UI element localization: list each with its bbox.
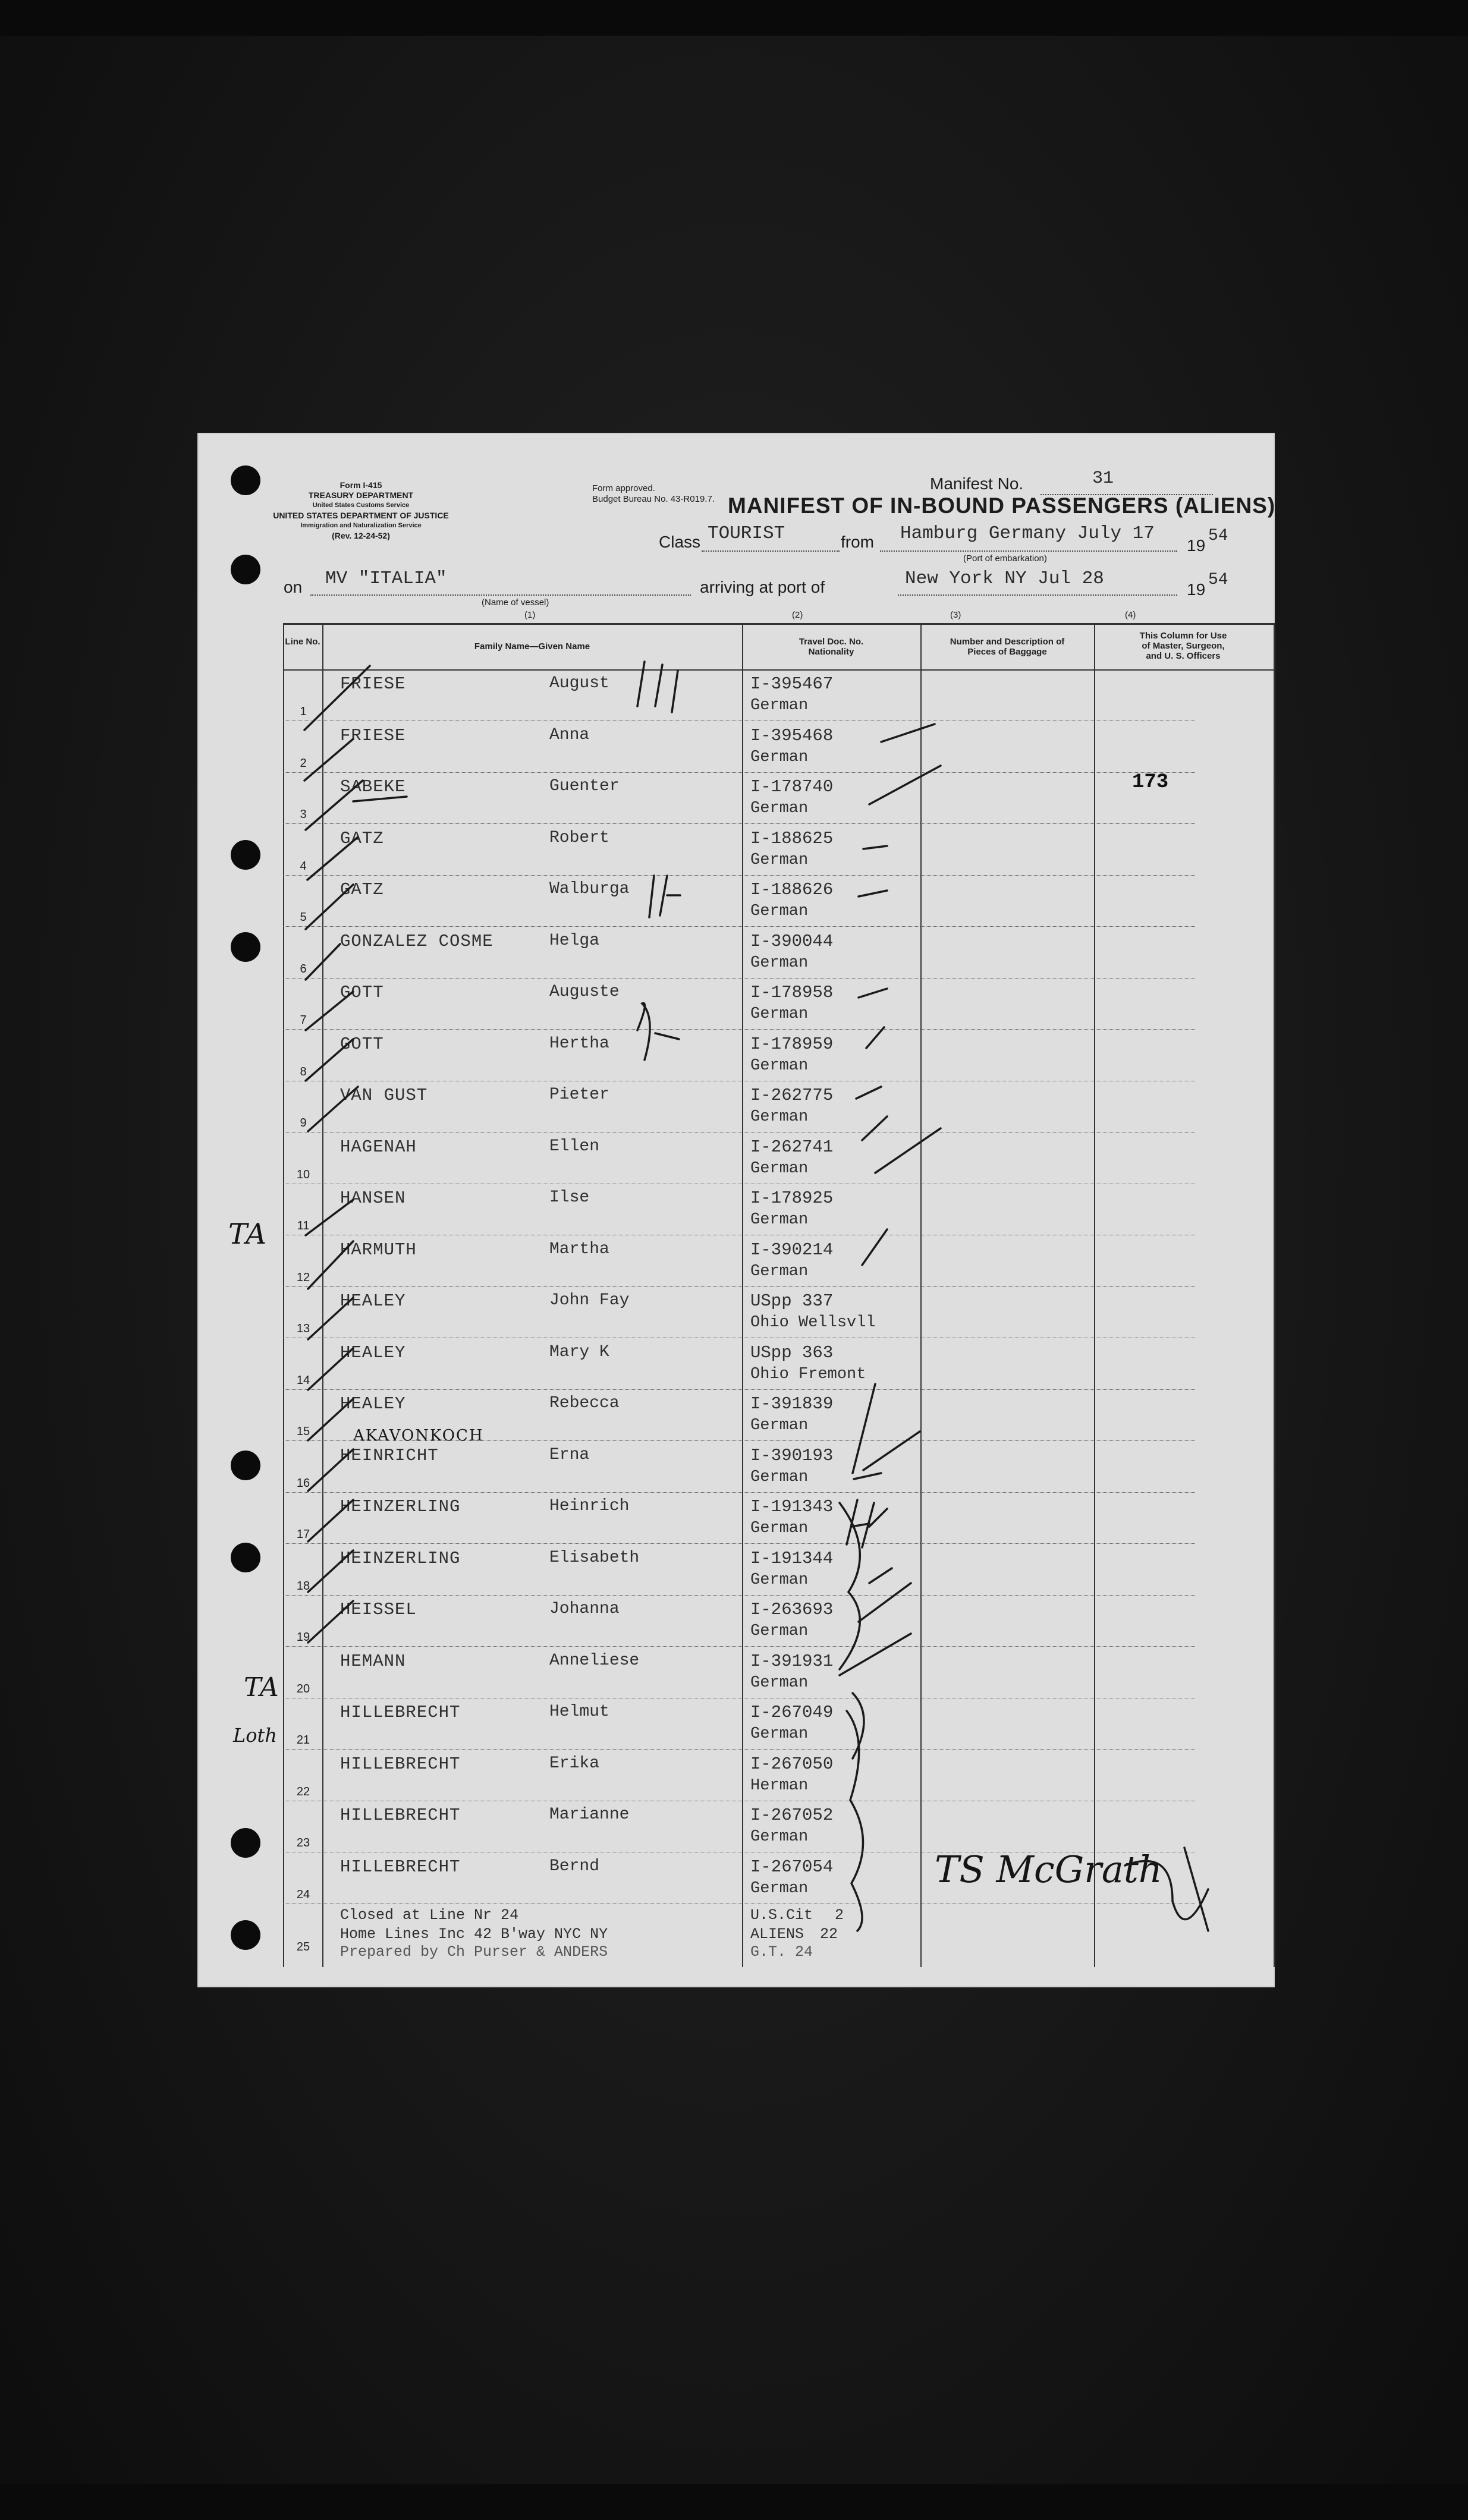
handwritten-ta-upper: TA [228,1217,267,1251]
given-name: Ellen [549,1137,600,1156]
line-number: 24 [296,1887,310,1901]
family-name: HAGENAH [340,1137,417,1157]
nationality: Ohio Fremont [750,1365,866,1383]
family-name: HANSEN [340,1188,406,1208]
header-officers-line3: and U. S. Officers [1146,651,1221,661]
family-name: HILLEBRECHT [340,1703,461,1722]
embarkation-value: Hamburg Germany July 17 [900,523,1155,544]
col-num-4: (4) [1125,610,1136,620]
form-approved: Form approved. [592,483,655,493]
embarkation-caption: (Port of embarkation) [963,553,1047,564]
officer-column-note: 173 [1132,771,1169,794]
given-name: Walburga [549,880,630,898]
nationality: German [750,1879,809,1898]
travel-doc-number: I-188625 [750,828,834,848]
line-number: 11 [297,1219,310,1232]
travel-doc-number: USpp 337 [750,1291,834,1311]
budget-bureau: Budget Bureau No. 43-R019.7. [592,494,715,504]
given-name: Johanna [549,1600,620,1618]
nationality: German [750,1056,809,1075]
given-name: Hertha [549,1034,609,1053]
family-name: HARMUTH [340,1239,417,1260]
officer-signature: TS McGrath [935,1848,1162,1891]
family-name: GATZ [340,880,384,899]
line-number: 23 [296,1836,310,1849]
travel-doc-number: I-395467 [750,674,834,694]
page-title: MANIFEST OF IN-BOUND PASSENGERS (ALIENS) [728,493,1276,518]
nationality: German [750,851,809,869]
line-number: 12 [296,1270,310,1284]
travel-doc-number: I-395468 [750,725,834,745]
vessel-name: MV "ITALIA" [325,568,447,589]
travel-doc-number: I-188626 [750,880,834,899]
travel-doc-number: I-391839 [750,1394,834,1414]
year-prefix-2: 19 [1187,580,1206,599]
family-name: GOTT [340,983,384,1002]
nationality: German [750,902,809,920]
header-baggage-line2: Pieces of Baggage [967,647,1047,657]
travel-doc-number: USpp 363 [750,1342,834,1363]
line-number: 14 [296,1373,310,1387]
header-officers-line1: This Column for Use [1139,631,1227,641]
header-travel-doc-label: Travel Doc. No. [799,637,864,647]
manifest-page [197,433,1275,1987]
handwritten-akavonkoch: AKAVONKOCH [353,1427,484,1445]
prepared-by: Prepared by Ch Purser & ANDERS [340,1943,608,1961]
line-number: 1 [300,705,307,718]
travel-doc-number: I-178740 [750,777,834,797]
col-num-3: (3) [950,610,961,620]
header-officers-line2: of Master, Surgeon, [1142,641,1225,651]
given-name: August [549,674,609,693]
vessel-caption: (Name of vessel) [482,597,549,608]
travel-doc-number: I-191344 [750,1548,834,1568]
given-name: Heinrich [549,1497,630,1515]
col-num-1: (1) [524,610,536,620]
col-num-2: (2) [792,610,803,620]
given-name: Erna [549,1445,590,1464]
given-name: Mary K [549,1342,609,1361]
customs-service: United States Customs Service [312,502,410,509]
travel-doc-number: I-390193 [750,1445,834,1465]
nationality: German [750,1519,809,1537]
travel-doc-number: I-390214 [750,1239,834,1260]
line-number: 21 [296,1734,310,1747]
handwritten-checkmarks [197,433,1275,1987]
nationality: German [750,1159,809,1178]
travel-doc-number: I-267052 [750,1805,834,1825]
manifest-no-value: 31 [1092,468,1114,489]
family-name: FRIESE [340,725,406,745]
line-number: 15 [296,1425,310,1438]
bottom-dark-band [0,2484,1468,2520]
grand-total: G.T. 24 [750,1943,813,1961]
line-number: 19 [296,1631,310,1644]
family-name: HEALEY [340,1342,406,1363]
header-baggage-line1: Number and Description of [950,637,1065,647]
line-number: 22 [296,1785,310,1798]
family-name: HILLEBRECHT [340,1857,461,1877]
manifest-no-label: Manifest No. [930,474,1024,493]
nationality: German [750,1622,809,1640]
family-name: HEALEY [340,1394,406,1414]
family-name: GOTT [340,1034,384,1054]
line-number: 16 [296,1476,310,1490]
nationality: German [750,954,809,972]
family-name: HILLEBRECHT [340,1754,461,1774]
line-number: 3 [300,808,307,821]
form-number: Form I-415 [340,480,382,490]
given-name: Pieter [549,1086,609,1104]
given-name: John Fay [549,1291,630,1310]
family-name: HEALEY [340,1291,406,1311]
given-name: Marianne [549,1805,630,1824]
travel-doc-number: I-263693 [750,1600,834,1619]
family-name: HEISSEL [340,1600,417,1619]
travel-doc-number: I-267050 [750,1754,834,1774]
justice-dept: UNITED STATES DEPARTMENT OF JUSTICE [273,511,449,520]
travel-doc-number: I-178959 [750,1034,834,1054]
given-name: Anneliese [549,1651,640,1670]
from-label: from [841,533,874,551]
line-number: 10 [296,1168,310,1181]
family-name: HILLEBRECHT [340,1805,461,1825]
year-value-1: 54 [1208,527,1228,545]
line-number: 13 [296,1322,310,1335]
given-name: Rebecca [549,1394,620,1412]
header-nationality-label: Nationality [808,647,854,657]
treasury-dept: TREASURY DEPARTMENT [308,490,414,500]
line-number: 5 [300,911,307,924]
us-citizens-count: 2 [835,1906,844,1924]
travel-doc-number: I-391931 [750,1651,834,1671]
travel-doc-number: I-178925 [750,1188,834,1208]
family-name: VAN GUST [340,1086,428,1105]
year-value-2: 54 [1208,571,1228,589]
nationality: Ohio Wellsvll [750,1314,876,1332]
family-name: SABEKE [340,777,406,797]
given-name: Guenter [549,777,620,795]
class-value: TOURIST [708,523,785,544]
line-number: 9 [300,1116,307,1130]
nationality: German [750,1211,809,1229]
nationality: German [750,1571,809,1589]
travel-doc-number: I-191343 [750,1497,834,1517]
given-name: Helmut [549,1703,609,1721]
line-number: 20 [296,1682,310,1695]
family-name: HEINRICHT [340,1445,439,1465]
nationality: German [750,1725,809,1743]
line-number: 17 [296,1528,310,1541]
given-name: Erika [549,1754,600,1773]
handwritten-ta-lower: TA [244,1672,279,1703]
given-name: Elisabeth [549,1548,640,1567]
family-name: HEMANN [340,1651,406,1671]
nationality: German [750,1005,809,1023]
travel-doc-number: I-262741 [750,1137,834,1157]
us-citizens-label: U.S.Cit [750,1906,813,1924]
nationality: German [750,1673,809,1692]
on-label: on [284,578,303,596]
line-number: 8 [300,1065,307,1078]
family-name: HEINZERLING [340,1548,461,1568]
arrival-value: New York NY Jul 28 [905,568,1104,589]
nationality: German [750,697,809,715]
given-name: Ilse [549,1188,590,1207]
handwritten-loth: Loth [233,1724,277,1747]
nationality: Herman [750,1776,809,1795]
travel-doc-number: I-267054 [750,1857,834,1877]
nationality: German [750,1468,809,1486]
line-number: 7 [300,1014,307,1027]
line-number: 18 [296,1579,310,1593]
family-name: FRIESE [340,674,406,694]
footer-line-no: 25 [296,1940,310,1953]
nationality: German [750,800,809,817]
class-label: Class [659,533,701,551]
travel-doc-number: I-267049 [750,1703,834,1722]
travel-doc-number: I-262775 [750,1086,834,1105]
given-name: Auguste [549,983,620,1001]
closed-at-line: Closed at Line Nr 24 [340,1906,519,1924]
header-line-no: Line No. [285,637,320,647]
ins-service: Immigration and Naturalization Service [300,522,422,529]
nationality: German [750,1828,809,1846]
travel-doc-number: I-390044 [750,931,834,951]
year-prefix-1: 19 [1187,536,1206,555]
nationality: German [750,1262,809,1281]
line-number: 6 [300,962,307,976]
family-name: GONZALEZ COSME [340,931,493,951]
nationality: German [750,1108,809,1126]
given-name: Robert [549,828,609,847]
given-name: Helga [549,931,600,950]
revision-date: (Rev. 12-24-52) [332,531,390,540]
nationality: German [750,748,809,766]
given-name: Anna [549,725,590,744]
top-dark-band [0,0,1468,36]
given-name: Martha [549,1239,609,1259]
given-name: Bernd [549,1857,600,1876]
aliens-label: ALIENS [750,1926,804,1943]
family-name: HEINZERLING [340,1497,461,1517]
header-name: Family Name—Given Name [474,641,590,652]
line-number: 2 [300,756,307,770]
line-number: 4 [300,859,307,873]
family-name: GATZ [340,828,384,848]
arriving-label: arriving at port of [700,578,825,596]
travel-doc-number: I-178958 [750,983,834,1002]
aliens-count: 22 [820,1926,838,1943]
shipping-agent: Home Lines Inc 42 B'way NYC NY [340,1926,608,1943]
nationality: German [750,1417,809,1434]
